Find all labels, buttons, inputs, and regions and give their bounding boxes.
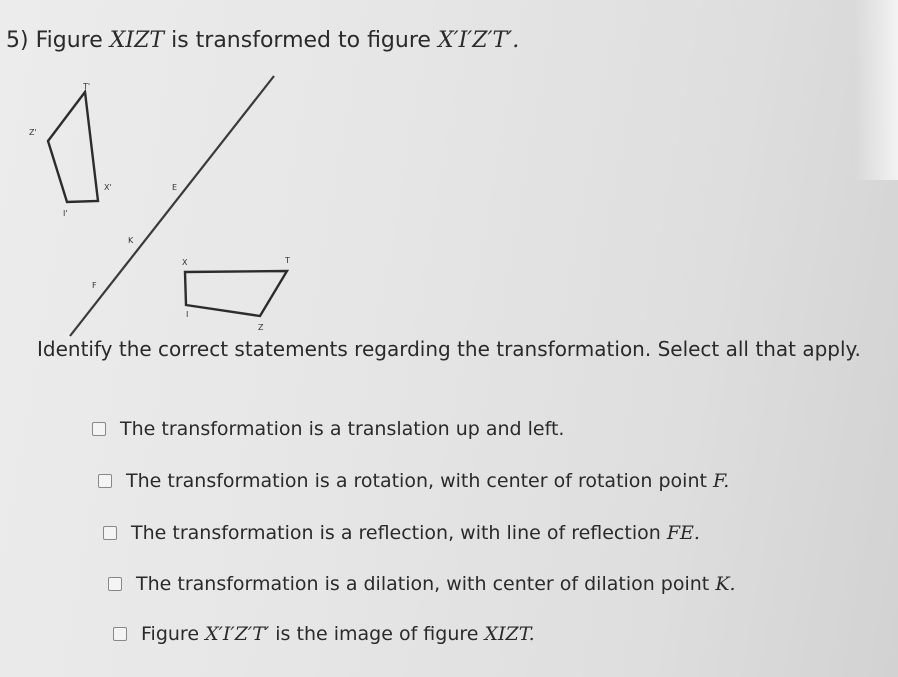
option-rotation[interactable]: The transformation is a rotation, with center of rotation point F.	[98, 470, 729, 492]
label-x: X	[182, 258, 188, 267]
page-shadow	[854, 0, 898, 180]
option-image[interactable]: Figure X′I′Z′T′ is the image of figure XIZT.	[113, 623, 535, 645]
label-k: K	[128, 236, 134, 245]
label-x-prime: X'	[104, 183, 112, 192]
figure-prime	[48, 92, 98, 202]
label-i-prime: I'	[63, 209, 68, 218]
label-t: T	[285, 256, 290, 265]
label-i: I	[186, 310, 189, 319]
label-z: Z	[258, 323, 264, 332]
checkbox[interactable]	[108, 577, 122, 591]
figure-xizt	[185, 271, 287, 316]
question-title: 5) Figure XIZT is transformed to figure X′I′Z′T′.	[6, 28, 520, 53]
option-dilation[interactable]: The transformation is a dilation, with center of dilation point K.	[108, 573, 736, 595]
instructions: Identify the correct statements regarding the transformation. Select all that apply.	[37, 337, 861, 361]
label-e: E	[172, 183, 178, 192]
checkbox[interactable]	[113, 627, 127, 641]
transformation-figure	[0, 60, 300, 340]
label-f: F	[92, 281, 97, 290]
label-t-prime: T'	[83, 82, 91, 91]
checkbox[interactable]	[103, 526, 117, 540]
option-translation[interactable]: The transformation is a translation up and left.	[92, 418, 564, 440]
checkbox[interactable]	[92, 422, 106, 436]
option-reflection[interactable]: The transformation is a reflection, with line of reflection FE.	[103, 522, 700, 544]
checkbox[interactable]	[98, 474, 112, 488]
reflection-line	[70, 76, 274, 336]
label-z-prime: Z'	[29, 128, 37, 137]
